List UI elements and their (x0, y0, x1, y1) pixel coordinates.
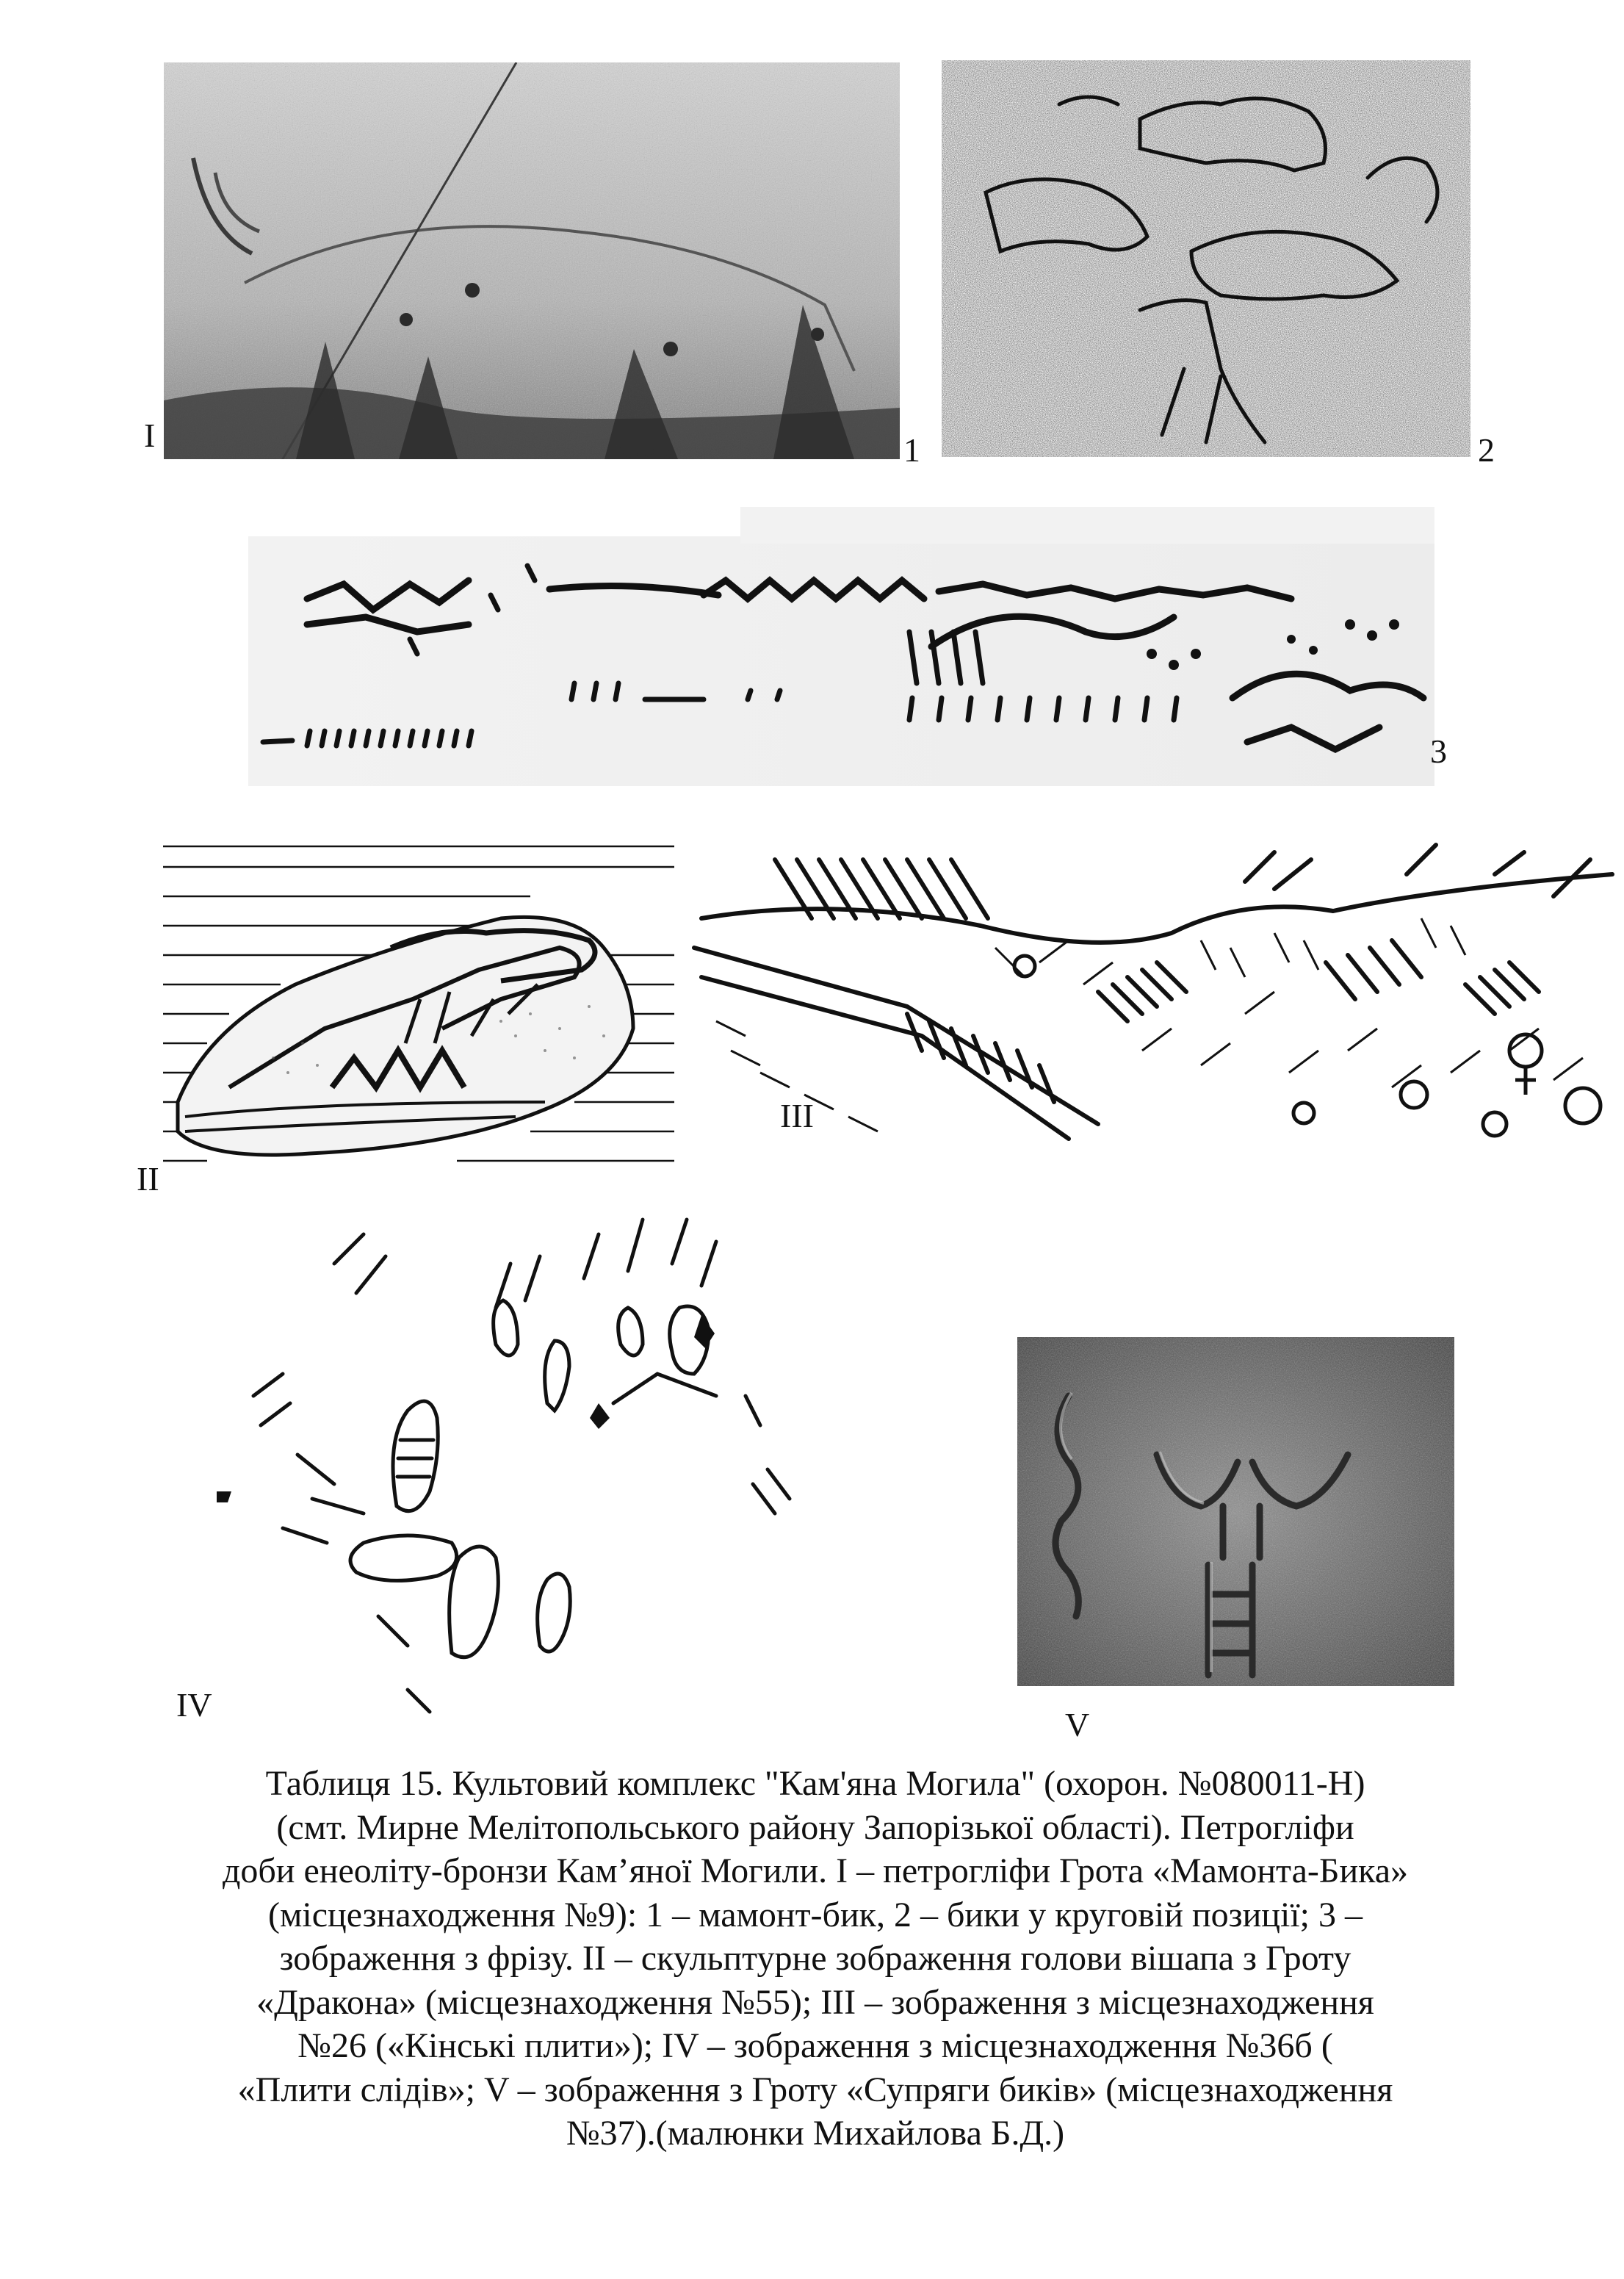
figure-group-label-i: I (144, 417, 156, 454)
caption-line: Таблиця 15. Культовий комплекс "Кам'яна Могила" (охорон. №080011-Н) (265, 1764, 1365, 1803)
caption-line: зображення з фрізу. ІІ – скульптурне зображення голови вішапа з Гроту (279, 1939, 1351, 1978)
oxen-team-petroglyph-photo (1017, 1337, 1454, 1686)
figure-number-3: 3 (1430, 732, 1447, 770)
figure-number-2: 2 (1478, 431, 1495, 469)
petroglyph-frieze-drawing (248, 507, 1434, 786)
caption-line: «Дракона» (місцезнаходження №55); ІІІ – зображення з місцезнаходження (256, 1982, 1374, 2022)
caption-line: №37).(малюнки Михайлова Б.Д.) (566, 2114, 1065, 2153)
figure-group-label-iii: III (780, 1097, 814, 1134)
caption-line: «Плити слідів»; V – зображення з Гроту «Супряги биків» (місцезнаходження (237, 2070, 1393, 2109)
horse-slabs-engraving-drawing (687, 830, 1623, 1153)
figure-group-label-ii: II (137, 1160, 159, 1198)
caption-line: №26 («Кінські плити»); IV – зображення з місцезнаходження №36б ( (297, 2026, 1333, 2065)
caption-line: доби енеоліту-бронзи Кам’яної Могили. І – петрогліфи Грота «Мамонта-Бика» (222, 1851, 1409, 1890)
petroglyph-drawing-bulls (942, 60, 1470, 457)
table-caption (125, 1762, 1506, 2156)
caption-line: (смт. Мирне Мелітопольського району Запорізької області). Петрогліфи (276, 1807, 1354, 1847)
footprints-slab-drawing (187, 1175, 804, 1727)
petroglyph-photo-mammoth-bull (164, 62, 900, 459)
caption-line: (місцезнаходження №9): 1 – мамонт-бик, 2 – бики у круговій позиції; 3 – (268, 1895, 1363, 1934)
figure-group-label-iv: IV (176, 1686, 212, 1724)
figure-number-1: 1 (903, 431, 920, 469)
figure-group-label-v: V (1065, 1706, 1090, 1743)
dragon-head-sculpture-drawing (163, 838, 674, 1168)
